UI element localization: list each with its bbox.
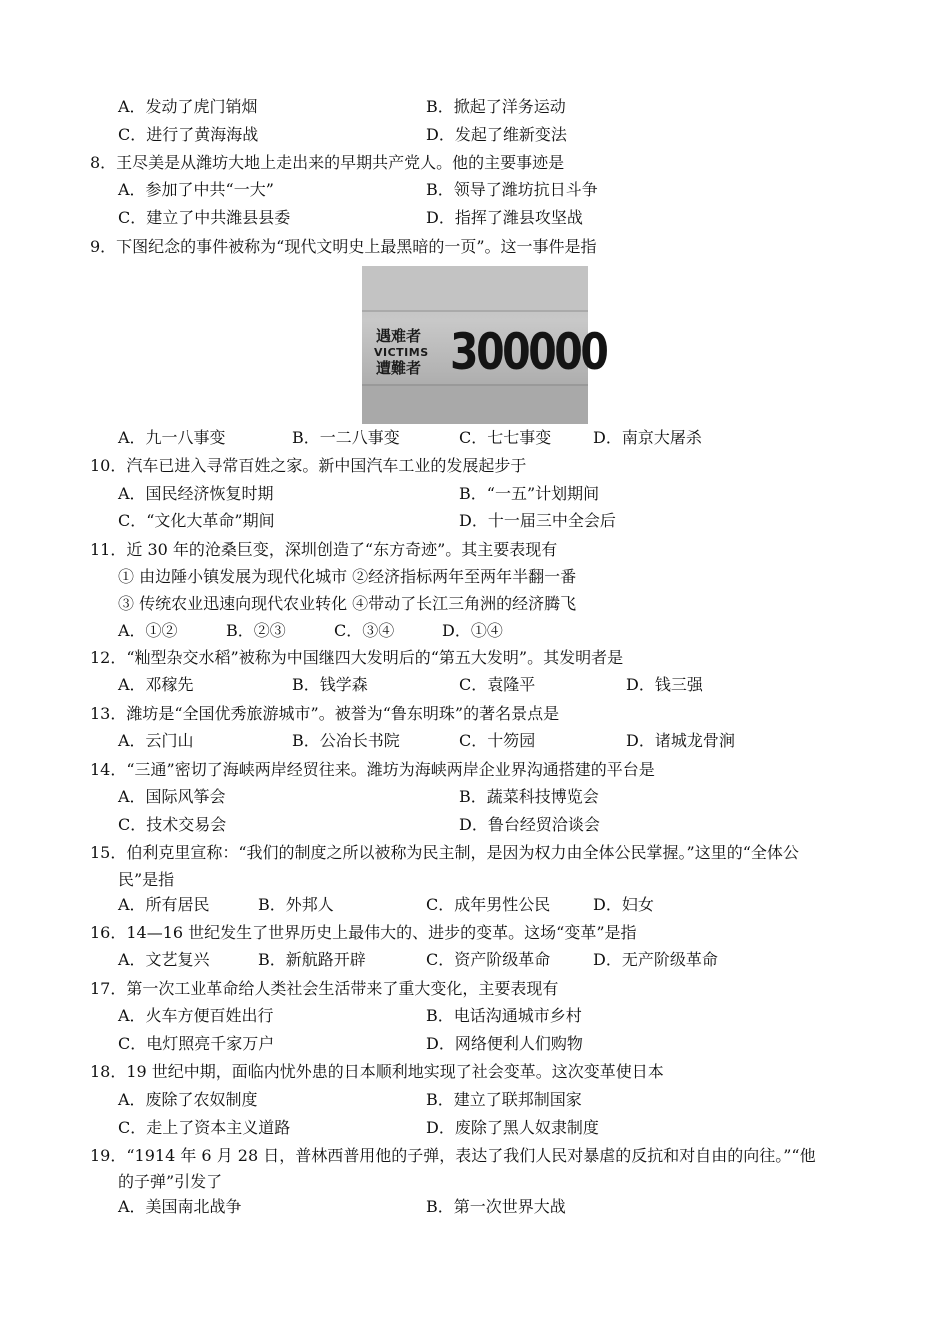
q16-stem: 16．14—16 世纪发生了世界历史上最伟大的、进步的变革。这场“变革”是指 <box>90 923 637 942</box>
q15-option-b: B．外邦人 <box>258 895 334 914</box>
q12-option-b: B．钱学森 <box>292 675 368 694</box>
q7-option-b: B．掀起了洋务运动 <box>426 97 566 116</box>
q8-option-b: B．领导了潍坊抗日斗争 <box>426 180 598 199</box>
q16-option-d: D．无产阶级革命 <box>593 950 718 969</box>
q16-option-c: C．资产阶级革命 <box>426 950 551 969</box>
q16-option-b: B．新航路开辟 <box>258 950 366 969</box>
q10-option-b: B．“一五”计划期间 <box>459 484 600 503</box>
q11-option-d: D．①④ <box>442 621 503 640</box>
q8-stem: 8．王尽美是从潍坊大地上走出来的早期共产党人。他的主要事迹是 <box>90 153 565 172</box>
q10-option-a: A．国民经济恢复时期 <box>118 484 274 503</box>
q7-option-c: C．进行了黄海海战 <box>118 125 259 144</box>
q10-option-d: D．十一届三中全会后 <box>459 511 616 530</box>
q9-option-b: B．一二八事变 <box>292 428 400 447</box>
q14-option-b: B．蔬菜科技博览会 <box>459 787 599 806</box>
q8-option-a: A．参加了中共“一大” <box>118 180 274 199</box>
q9-option-d: D．南京大屠杀 <box>593 428 702 447</box>
q17-option-a: A．火车方便百姓出行 <box>118 1006 274 1025</box>
q11-stem: 11．近 30 年的沧桑巨变，深圳创造了“东方奇迹”。其主要表现有 <box>90 540 558 559</box>
q15-stem-continued: 民”是指 <box>118 870 175 889</box>
q14-option-a: A．国际风筝会 <box>118 787 226 806</box>
q11-item-line-2: ③ 传统农业迅速向现代农业转化 ④带动了长江三角洲的经济腾飞 <box>118 594 577 613</box>
q14-option-d: D．鲁台经贸洽谈会 <box>459 815 600 834</box>
q17-option-d: D．网络便利人们购物 <box>426 1034 583 1053</box>
q14-stem: 14．“三通”密切了海峡两岸经贸往来。潍坊为海峡两岸企业界沟通搭建的平台是 <box>90 760 655 779</box>
q17-option-c: C．电灯照亮千家万户 <box>118 1034 275 1053</box>
q18-option-b: B．建立了联邦制国家 <box>426 1090 582 1109</box>
q13-option-a: A．云门山 <box>118 731 194 750</box>
q7-option-d: D．发起了维新变法 <box>426 125 567 144</box>
q17-option-b: B．电话沟通城市乡村 <box>426 1006 582 1025</box>
q7-option-a: A．发动了虎门销烟 <box>118 97 258 116</box>
q14-option-c: C．技术交易会 <box>118 815 227 834</box>
q19-stem-continued: 的子弹”引发了 <box>118 1172 223 1191</box>
q19-option-b: B．第一次世界大战 <box>426 1197 566 1216</box>
q15-option-a: A．所有居民 <box>118 895 210 914</box>
q9-option-a: A．九一八事变 <box>118 428 226 447</box>
q9-stem: 9．下图纪念的事件被称为“现代文明史上最黑暗的一页”。这一事件是指 <box>90 237 597 256</box>
photo-label-victims-cn: 遇难者 <box>376 327 422 345</box>
photo-victim-count: 300000 <box>450 323 607 381</box>
q18-option-c: C．走上了资本主义道路 <box>118 1118 291 1137</box>
q16-option-a: A．文艺复兴 <box>118 950 210 969</box>
q17-stem: 17．第一次工业革命给人类社会生活带来了重大变化，主要表现有 <box>90 979 559 998</box>
q15-stem: 15．伯利克里宣称：“我们的制度之所以被称为民主制，是因为权力由全体公民掌握。”这里的“全体公 <box>90 843 799 862</box>
q18-option-a: A．废除了农奴制度 <box>118 1090 258 1109</box>
q9-option-c: C．七七事变 <box>459 428 552 447</box>
q8-option-c: C．建立了中共潍县县委 <box>118 208 291 227</box>
memorial-wall-photo <box>362 266 607 422</box>
q18-option-d: D．废除了黑人奴隶制度 <box>426 1118 599 1137</box>
q19-option-a: A．美国南北战争 <box>118 1197 242 1216</box>
q12-option-c: C．袁隆平 <box>459 675 536 694</box>
q13-option-b: B．公冶长书院 <box>292 731 400 750</box>
q15-option-d: D．妇女 <box>593 895 654 914</box>
q13-option-c: C．十笏园 <box>459 731 536 750</box>
q13-option-d: D．诸城龙骨涧 <box>626 731 735 750</box>
q8-option-d: D．指挥了潍县攻坚战 <box>426 208 583 227</box>
photo-label-victims-en: VICTIMS <box>374 346 429 359</box>
q10-option-c: C．“文化大革命”期间 <box>118 511 275 530</box>
q11-option-c: C．③④ <box>334 621 395 640</box>
q11-option-b: B．②③ <box>226 621 286 640</box>
q18-stem: 18．19 世纪中期，面临内忧外患的日本顺利地实现了社会变革。这次变革使日本 <box>90 1062 664 1081</box>
q19-stem: 19．“1914 年 6 月 28 日，普林西普用他的子弹，表达了我们人民对暴虐的反抗和对自由的向往。”“他 <box>90 1146 816 1165</box>
q12-stem: 12．“籼型杂交水稻”被称为中国继四大发明后的“第五大发明”。其发明者是 <box>90 648 624 667</box>
q12-option-d: D．钱三强 <box>626 675 703 694</box>
q12-option-a: A．邓稼先 <box>118 675 194 694</box>
q11-item-line-1: ① 由边陲小镇发展为现代化城市 ②经济指标两年至两年半翻一番 <box>118 567 577 586</box>
q13-stem: 13．潍坊是“全国优秀旅游城市”。被誉为“鲁东明珠”的著名景点是 <box>90 704 560 723</box>
wall-stone-top <box>362 266 588 312</box>
photo-label-victims-jp: 遭難者 <box>376 359 422 377</box>
q11-option-a: A．①② <box>118 621 178 640</box>
wall-stone-bottom <box>362 384 588 424</box>
q10-stem: 10．汽车已进入寻常百姓之家。新中国汽车工业的发展起步于 <box>90 456 527 475</box>
q15-option-c: C．成年男性公民 <box>426 895 551 914</box>
